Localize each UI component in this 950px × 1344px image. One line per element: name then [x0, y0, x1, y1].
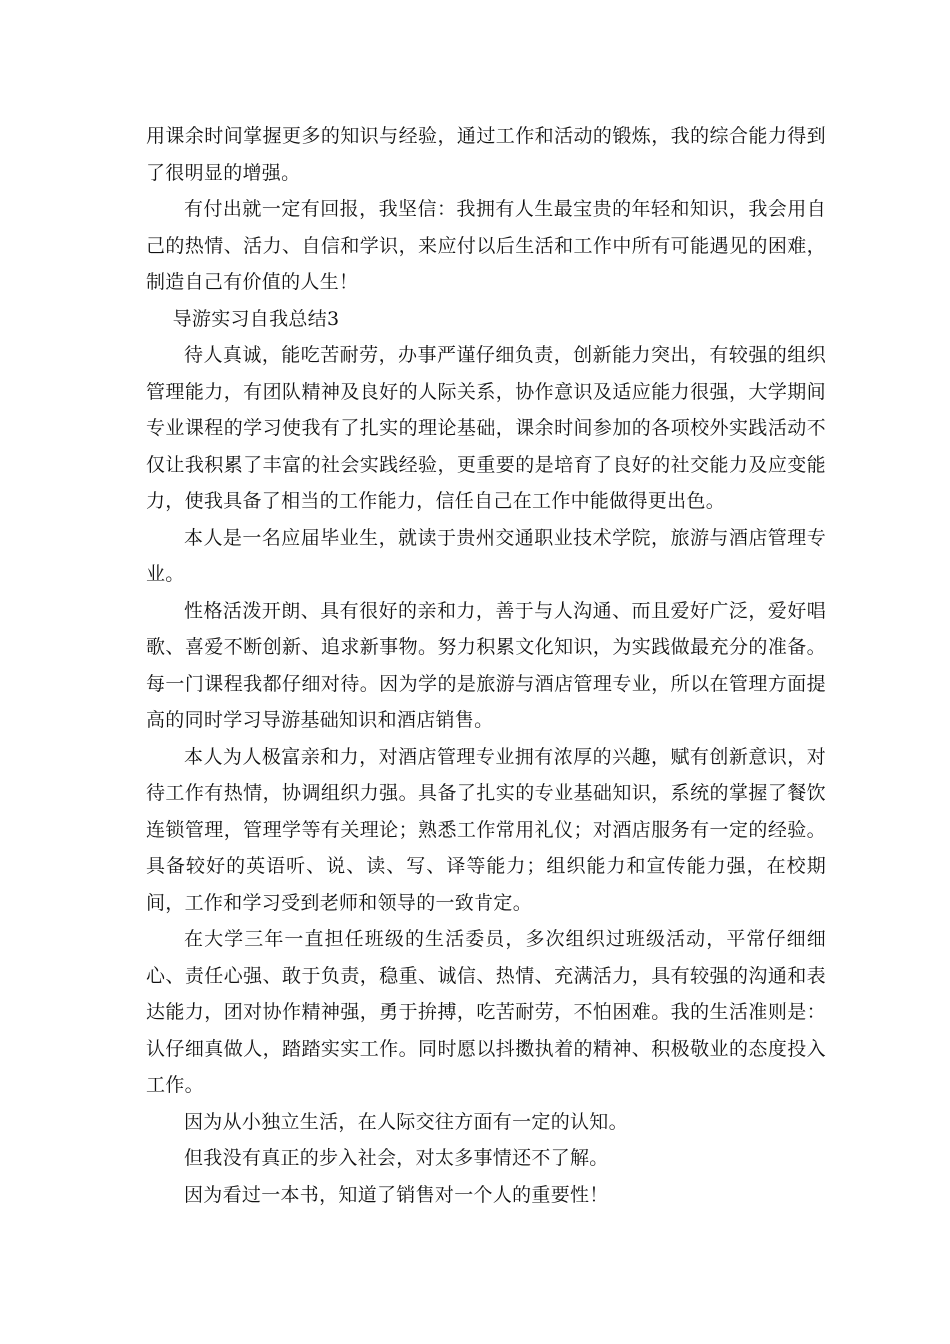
paragraph: 因为看过一本书，知道了销售对一个人的重要性！: [184, 1183, 609, 1206]
document-page: [146, 118, 826, 1213]
paragraph-continued: 用课余时间掌握更多的知识与经验，通过工作和活动的锻炼，我的综合能力得到了很明显的增强。: [146, 125, 826, 184]
paragraph: 本人为人极富亲和力，对酒店管理专业拥有浓厚的兴趣，赋有创新意识，对待工作有热情，协调组织力强。具备了扎实的专业基础知识，系统的掌握了餐饮连锁管理，管理学等有关理论；熟悉工作常用礼仪；对酒店服务有一定的经验。具备较好的英语听、说、读、写、译等能力；组织能力和宣传能力强，在校期间，工作和学习受到老师和领导的一致肯定。: [146, 745, 826, 914]
section-heading: 导游实习自我总结3: [172, 307, 340, 330]
paragraph: 有付出就一定有回报，我坚信：我拥有人生最宝贵的年轻和知识，我会用自己的热情、活力、自信和学识，来应付以后生活和工作中所有可能遇见的困难，制造自己有价值的人生！: [146, 198, 826, 293]
paragraph: 性格活泼开朗、具有很好的亲和力，善于与人沟通、而且爱好广泛，爱好唱歌、喜爱不断创新、追求新事物。努力积累文化知识，为实践做最充分的准备。每一门课程我都仔细对待。因为学的是旅游与酒店管理专业，所以在管理方面提高的同时学习导游基础知识和酒店销售。: [146, 599, 826, 731]
paragraph: 因为从小独立生活，在人际交往方面有一定的认知。: [184, 1110, 628, 1133]
paragraph: 本人是一名应届毕业生，就读于贵州交通职业技术学院，旅游与酒店管理专业。: [146, 526, 826, 585]
paragraph: 但我没有真正的步入社会，对太多事情还不了解。: [184, 1147, 609, 1169]
paragraph: 待人真诚，能吃苦耐劳，办事严谨仔细负责，创新能力突出，有较强的组织管理能力，有团队精神及良好的人际关系，协作意识及适应能力很强，大学期间专业课程的学习使我有了扎实的理论基础，课余时间参加的各项校外实践活动不仅让我积累了丰富的社会实践经验，更重要的是培育了良好的社交能力及应变能力，使我具备了相当的工作能力，信任自己在工作中能做得更出色。: [146, 344, 826, 512]
paragraph: 在大学三年一直担任班级的生活委员，多次组织过班级活动，平常仔细细心、责任心强、敢于负责，稳重、诚信、热情、充满活力，具有较强的沟通和表达能力，团对协作精神强，勇于拚搏，吃苦耐劳，不怕困难。我的生活准则是：认仔细真做人，踏踏实实工作。同时愿以抖擞执着的精神、积极敬业的态度投入工作。: [146, 928, 826, 1096]
